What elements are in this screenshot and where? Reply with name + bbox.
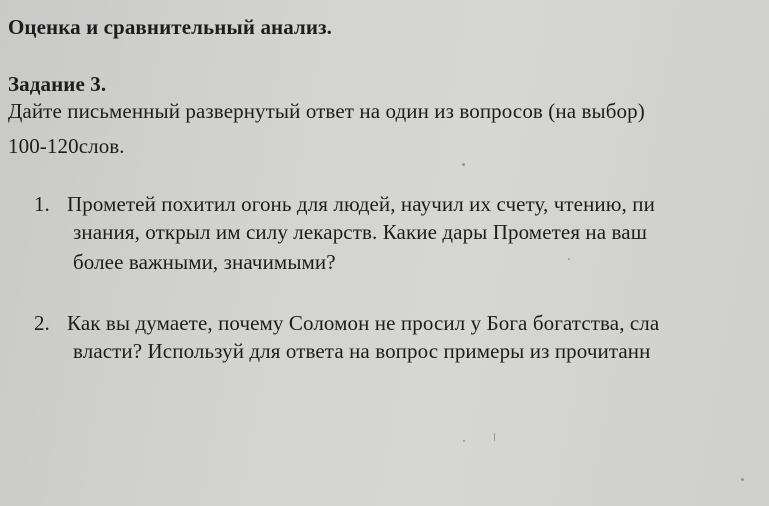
paper-speck <box>494 433 495 441</box>
question-1-number: 1. <box>34 192 50 216</box>
task-heading: Задание 3. <box>8 72 107 96</box>
paper-speck <box>462 163 465 166</box>
question-2-line-1: Как вы думаете, почему Соломон не просил у Бога богатства, сла <box>67 311 660 335</box>
task-instruction-line-1: Дайте письменный развернутый ответ на один из вопросов (на выбор) <box>8 99 645 123</box>
paper-speck <box>741 478 744 481</box>
paper-speck <box>463 440 465 442</box>
section-title: Оценка и сравнительный анализ. <box>8 15 332 39</box>
paper-speck <box>568 258 570 260</box>
question-2-line-2: власти? Используй для ответа на вопрос примеры из прочитанн <box>73 339 651 363</box>
question-1-line-3: более важными, значимыми? <box>73 250 336 274</box>
question-1-line-2: знания, открыл им силу лекарств. Какие дары Прометея на ваш <box>73 220 647 244</box>
task-instruction-line-2: 100-120слов. <box>8 134 125 158</box>
question-2-number: 2. <box>34 311 50 335</box>
question-1-line-1: Прометей похитил огонь для людей, научил их счету, чтению, пи <box>67 192 655 216</box>
